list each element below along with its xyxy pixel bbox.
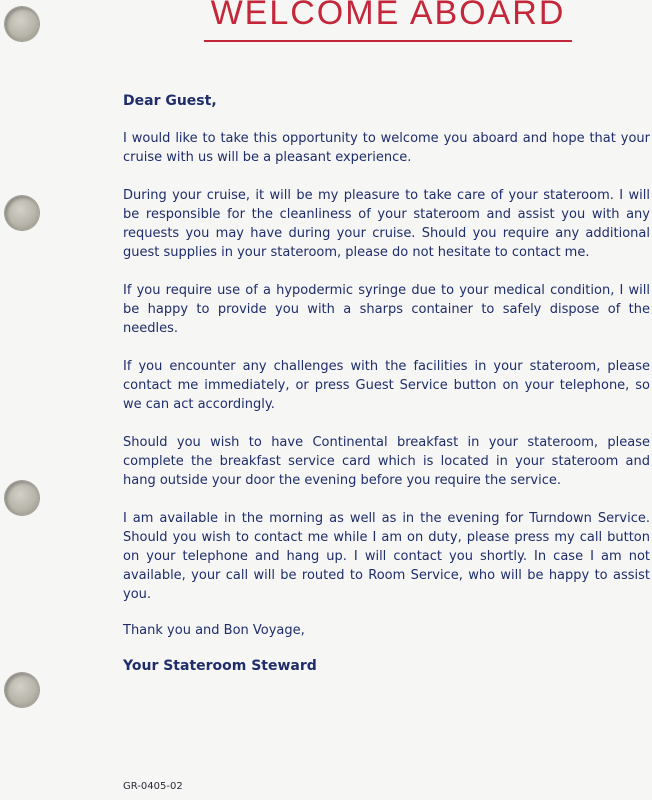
closing-line: Thank you and Bon Voyage, <box>123 623 305 638</box>
paragraph-availability: I am available in the morning as well as in the evening for Turndown Service. Should you wish to contact me while I am on duty, please press my call button on your telephone and hang up. I will contact you shortly. In case I am not available, your call will be routed to Room Service, who will be happy to assist you. <box>123 511 650 602</box>
paragraph-stateroom-care: During your cruise, it will be my pleasure to take care of your stateroom. I will be responsible for the cleanliness of your stateroom and assist you with any requests you may have during your cruise. Should you require any additional guest supplies in your stateroom, please do not hesitate to contact me. <box>123 188 650 260</box>
paragraph-sharps-container: If you require use of a hypodermic syringe due to your medical condition, I will be happy to provide you with a sharps container to safely dispose of the needles. <box>123 283 650 336</box>
letter-body <box>123 93 650 674</box>
signature: Your Stateroom Steward <box>123 658 317 674</box>
header-banner <box>204 0 572 42</box>
paragraph-welcome: I would like to take this opportunity to welcome you aboard and hope that your cruise with us will be a pleasant experience. <box>123 131 650 165</box>
paragraph-facilities: If you encounter any challenges with the facilities in your stateroom, please contact me immediately, or press Guest Service button on your telephone, so we can act accordingly. <box>123 359 650 412</box>
greeting: Dear Guest, <box>123 93 217 109</box>
binder-hole-2 <box>5 196 39 230</box>
document-code: GR-0405-02 <box>123 781 183 792</box>
paragraph-breakfast: Should you wish to have Continental breakfast in your stateroom, please complete the breakfast service card which is located in your stateroom and hang outside your door the evening before you require the service. <box>123 435 650 488</box>
binder-hole-4 <box>5 673 39 707</box>
binder-hole-3 <box>5 481 39 515</box>
page-title: WELCOME ABOARD <box>210 0 566 32</box>
binder-hole-1 <box>5 7 39 41</box>
